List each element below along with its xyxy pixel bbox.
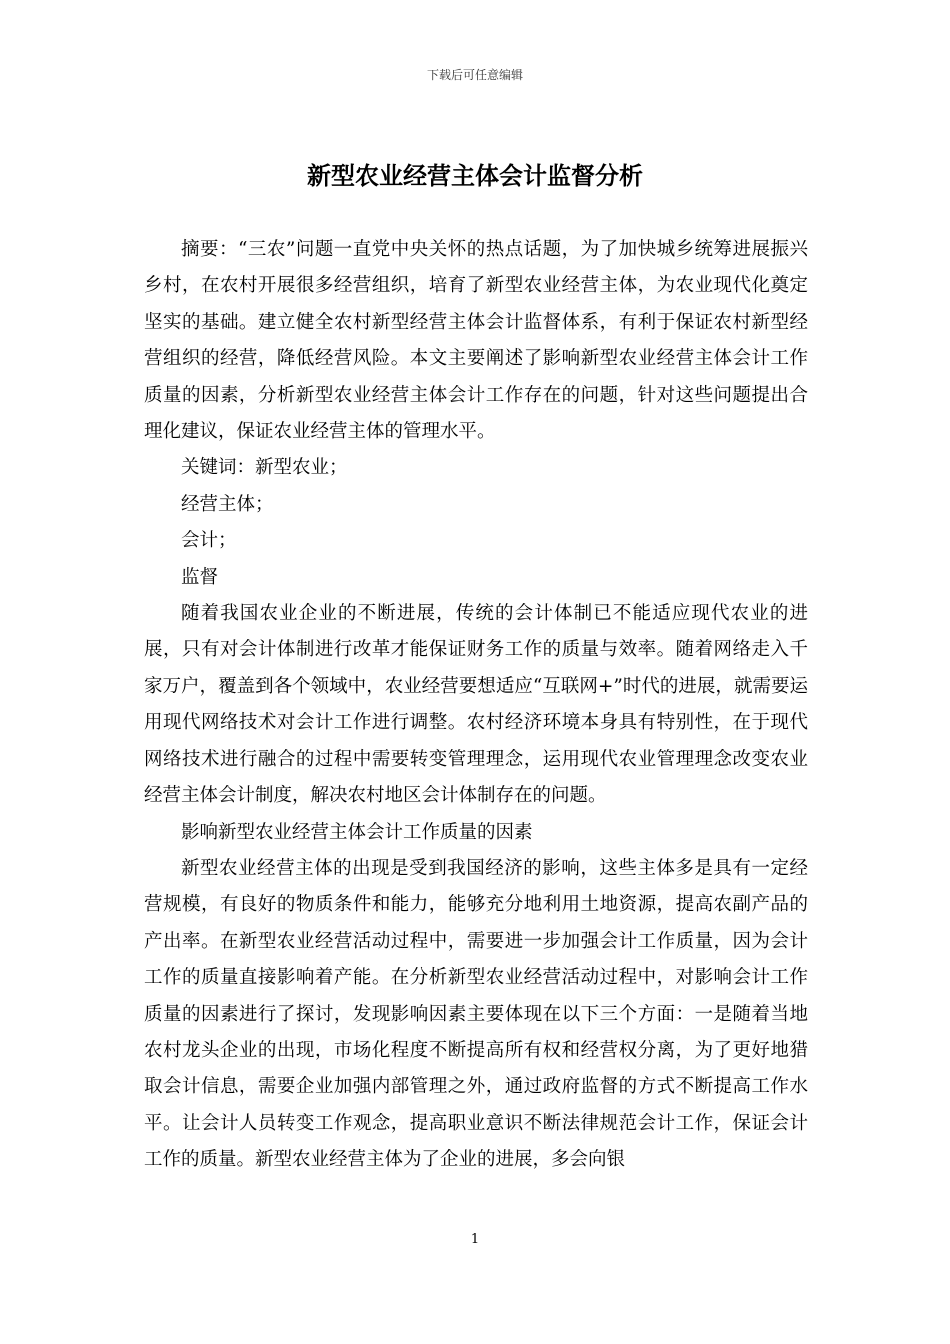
keywords-line: 关键词：新型农业； bbox=[181, 457, 348, 479]
keyword-item: 会计； bbox=[181, 530, 237, 552]
header-note: 下载后可任意编辑 bbox=[426, 68, 523, 82]
section-heading: 影响新型农业经营主体会计工作质量的因素 bbox=[181, 821, 533, 843]
body-paragraph: 随着我国农业企业的不断进展，传统的会计体制已不能适应现代农业的进展，只有对会计体制进行改革才能保证财务工作的质量与效率。随着网络走入千家万户，覆盖到各个领域中，农业经营要想适应“互联网+”时代的进展，就需要运用现代网络技术对会计工作进行调整。农村经济环境本身具有特别性，在于现代网络技术进行融合的过程中需要转变管理理念，运用现代农业管理理念改变农业经营主体会计制度，解决农村地区会计体制存在的问题。 bbox=[144, 603, 808, 807]
document-title: 新型农业经营主体会计监督分析 bbox=[307, 161, 643, 190]
abstract-paragraph: 摘要：“三农”问题一直党中央关怀的热点话题，为了加快城乡统筹进展振兴乡村，在农村开展很多经营组织，培育了新型农业经营主体，为农业现代化奠定坚实的基础。建立健全农村新型经营主体会计监督体系，有利于保证农村新型经营组织的经营，降低经营风险。本文主要阐述了影响新型农业经营主体会计工作质量的因素，分析新型农业经营主体会计工作存在的问题，针对这些问题提出合理化建议，保证农业经营主体的管理水平。 bbox=[144, 239, 808, 443]
keyword-item: 经营主体； bbox=[181, 493, 274, 515]
document-body bbox=[144, 232, 808, 1179]
body-paragraph: 新型农业经营主体的出现是受到我国经济的影响，这些主体多是具有一定经营规模，有良好的物质条件和能力，能够充分地利用土地资源，提高农副产品的产出率。在新型农业经营活动过程中，需要进一步加强会计工作质量，因为会计工作的质量直接影响着产能。在分析新型农业经营活动过程中，对影响会计工作质量的因素进行了探讨，发现影响因素主要体现在以下三个方面：一是随着当地农村龙头企业的出现，市场化程度不断提高所有权和经营权分离，为了更好地猎取会计信息，需要企业加强内部管理之外，通过政府监督的方式不断提高工作水平。让会计人员转变工作观念，提高职业意识不断法律规范会计工作，保证会计工作的质量。新型农业经营主体为了企业的进展，多会向银 bbox=[144, 857, 808, 1171]
page-number: 1 bbox=[470, 1232, 480, 1247]
keyword-item: 监督 bbox=[181, 566, 219, 588]
